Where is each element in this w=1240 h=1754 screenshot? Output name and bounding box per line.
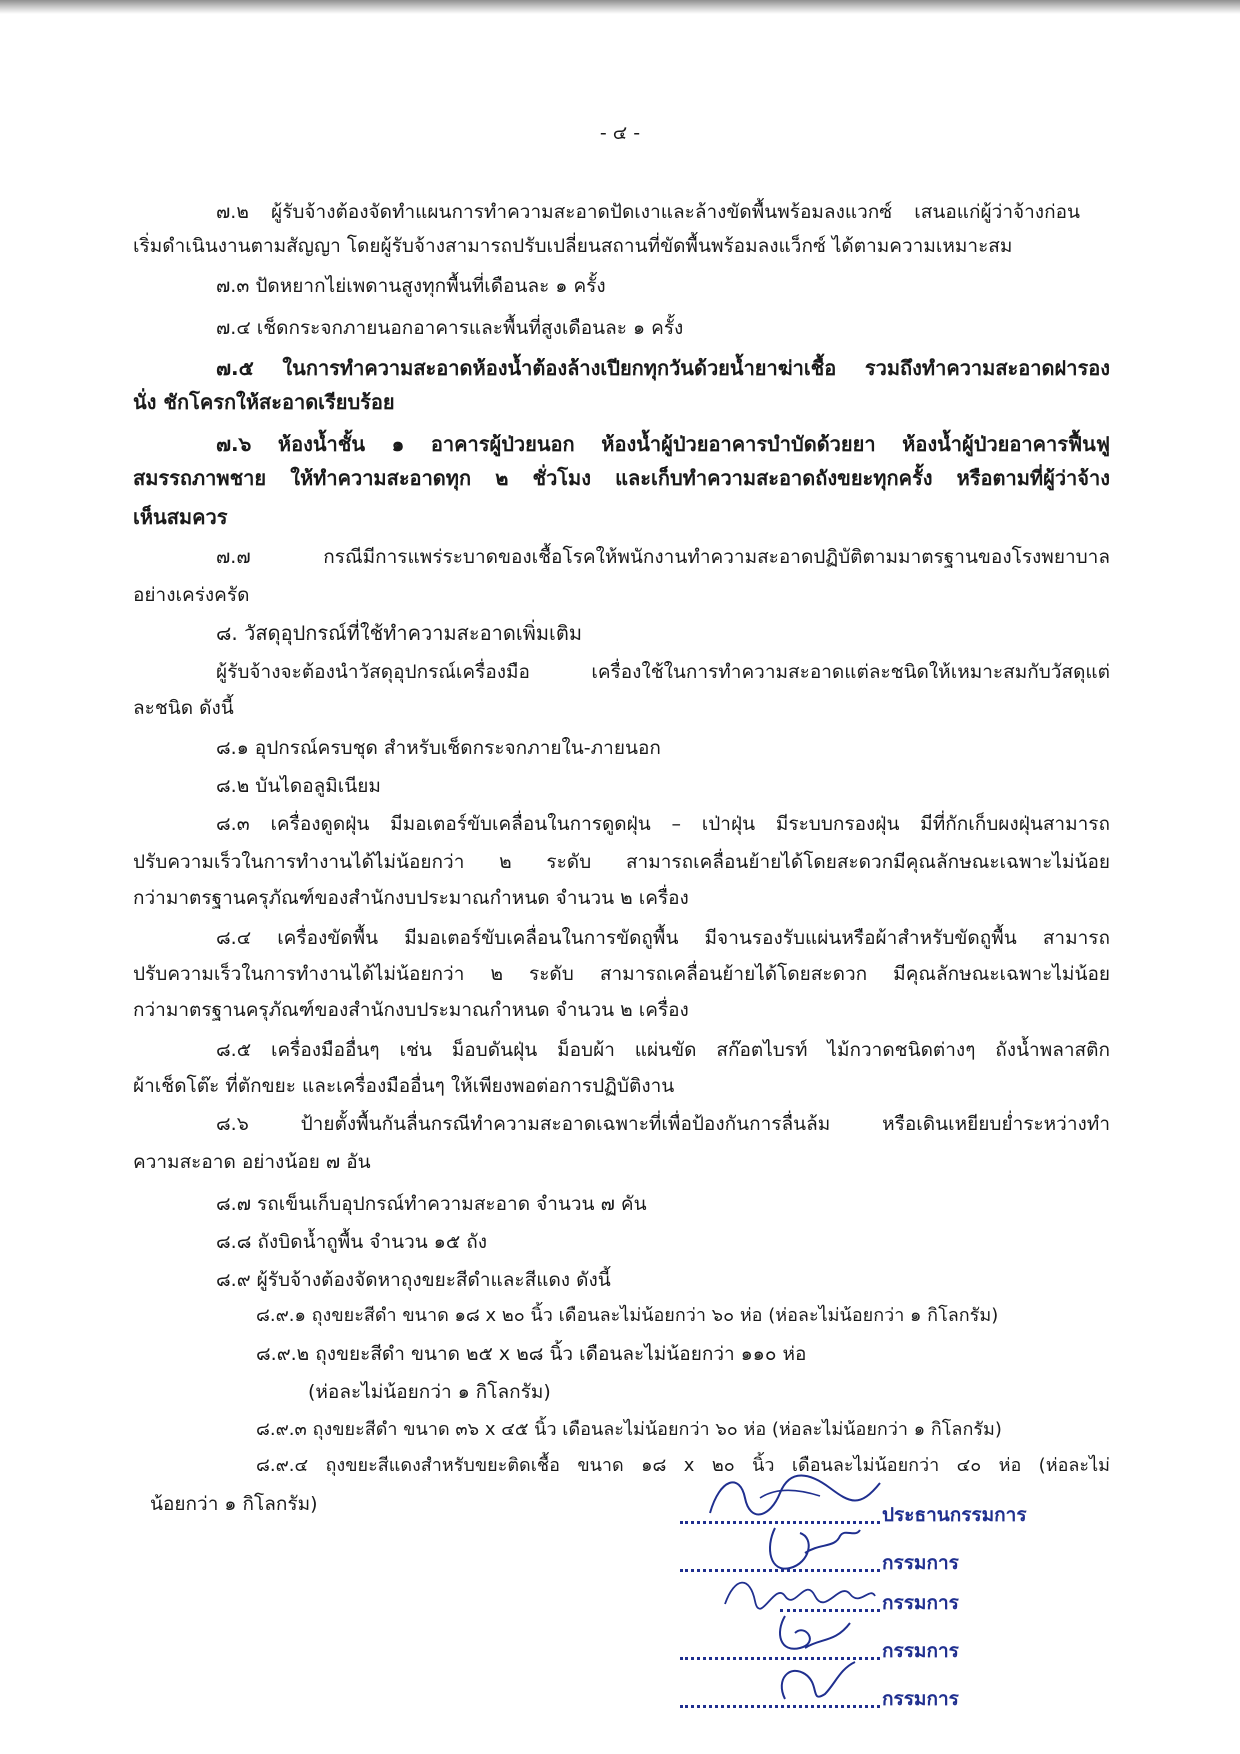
paragraph-8-1: ๘.๑ อุปกรณ์ครบชุด สำหรับเช็ดกระจกภายใน-ภายนอก xyxy=(216,737,661,759)
paragraph-8-2: ๘.๒ บันไดอลูมิเนียม xyxy=(216,775,381,797)
paragraph-8-3-line-2: ปรับความเร็วในการทำงานได้ไม่น้อยกว่า ๒ ระดับ สามารถเคลื่อนย้ายได้โดยสะดวกมีคุณลักษณะเฉพาะไม่น้อย xyxy=(133,851,1110,873)
paragraph-8-4-line-1: ๘.๔ เครื่องขัดพื้น มีมอเตอร์ขับเคลื่อนในการขัดถูพื้น มีจานรองรับแผ่นหรือผ้าสำหรับขัดถูพื้น สามารถ xyxy=(216,927,1110,949)
paragraph-8-9-4-line-2: น้อยกว่า ๑ กิโลกรัม) xyxy=(150,1493,318,1515)
paragraph-8-5-line-1: ๘.๕ เครื่องมืออื่นๆ เช่น ม็อบดันฝุ่น ม็อบผ้า แผ่นขัด สก๊อตไบรท์ ไม้กวาดชนิดต่างๆ ถังน้ำพลาสติก xyxy=(216,1039,1110,1061)
paragraph-8-4-line-2: ปรับความเร็วในการทำงานได้ไม่น้อยกว่า ๒ ระดับ สามารถเคลื่อนย้ายได้โดยสะดวก มีคุณลักษณะเฉพาะไม่น้อย xyxy=(133,963,1110,985)
scan-edge xyxy=(0,0,1240,14)
paragraph-8-3-line-1: ๘.๓ เครื่องดูดฝุ่น มีมอเตอร์ขับเคลื่อนในการดูดฝุ่น – เป่าฝุ่น มีระบบกรองฝุ่น มีที่กักเก็บผงฝุ่นสามารถ xyxy=(216,813,1110,835)
signature-row-member-2 xyxy=(670,1588,1070,1618)
signature-line xyxy=(680,1705,880,1708)
paragraph-8-intro-line-1: ผู้รับจ้างจะต้องนำวัสดุอุปกรณ์เครื่องมือ เครื่องใช้ในการทำความสะอาดแต่ละชนิดให้เหมาะสมกับวัสดุแต่ xyxy=(216,661,1110,683)
committee-signature-block xyxy=(670,1490,1070,1730)
paragraph-7-3: ๗.๓ ปัดหยากไย่เพดานสูงทุกพื้นที่เดือนละ ๑ ครั้ง xyxy=(216,275,606,297)
paragraph-7-6-line-1: ๗.๖ ห้องน้ำชั้น ๑ อาคารผู้ป่วยนอก ห้องน้ำผู้ป่วยอาคารบำบัดด้วยยา ห้องน้ำผู้ป่วยอาคารฟื้นฟู xyxy=(216,432,1110,456)
paragraph-7-5-line-2: นั่ง ชักโครกให้สะอาดเรียบร้อย xyxy=(133,390,395,414)
paragraph-8-9-4-line-1: ๘.๙.๔ ถุงขยะสีแดงสำหรับขยะติดเชื้อ ขนาด ๑๘ x ๒๐ นิ้ว เดือนละไม่น้อยกว่า ๔๐ ห่อ (ห่อละไม่ xyxy=(256,1455,1110,1476)
paragraph-7-6-line-2: สมรรถภาพชาย ให้ทำความสะอาดทุก ๒ ชั่วโมง และเก็บทำความสะอาดถังขยะทุกครั้ง หรือตามที่ผู้ว่าจ้าง xyxy=(133,466,1110,490)
signature-row-chair xyxy=(670,1500,1070,1530)
paragraph-7-2-line-1: ๗.๒ ผู้รับจ้างต้องจัดทำแผนการทำความสะอาดปัดเงาและล้างขัดพื้นพร้อมลงแวกซ์ เสนอแก่ผู้ว่าจ้างก่อน xyxy=(216,201,1080,223)
paragraph-8-9-2-line-1: ๘.๙.๒ ถุงขยะสีดำ ขนาด ๒๕ x ๒๘ นิ้ว เดือนละไม่น้อยกว่า ๑๑๐ ห่อ xyxy=(256,1343,807,1365)
paragraph-8-6-line-2: ความสะอาด อย่างน้อย ๗ อัน xyxy=(133,1151,371,1173)
signature-title: กรรมการ xyxy=(882,1592,959,1614)
paragraph-7-7-line-1: ๗.๗ กรณีมีการแพร่ระบาดของเชื้อโรคให้พนักงานทำความสะอาดปฏิบัติตามมาตรฐานของโรงพยาบาล xyxy=(216,546,1110,568)
paragraph-8-4-line-3: กว่ามาตรฐานครุภัณฑ์ของสำนักงบประมาณกำหนด จำนวน ๒ เครื่อง xyxy=(133,999,689,1021)
page-number: - ๔ - xyxy=(599,122,641,144)
paragraph-8-intro-line-2: ละชนิด ดังนี้ xyxy=(133,697,234,719)
signature-row-member-3 xyxy=(670,1636,1070,1666)
signature-title: กรรมการ xyxy=(882,1688,959,1710)
paragraph-7-5-line-1: ๗.๕ ในการทำความสะอาดห้องน้ำต้องล้างเปียกทุกวันด้วยน้ำยาฆ่าเชื้อ รวมถึงทำความสะอาดฝารอง xyxy=(216,356,1110,380)
paragraph-8-6-line-1: ๘.๖ ป้ายตั้งพื้นกันลื่นกรณีทำความสะอาดเฉพาะที่เพื่อป้องกันการลื่นล้ม หรือเดินเหยียบย่ำระหว่างทำ xyxy=(216,1113,1110,1135)
paragraph-8-8: ๘.๘ ถังบิดน้ำถูพื้น จำนวน ๑๕ ถัง xyxy=(216,1231,488,1253)
paragraph-8-9-3: ๘.๙.๓ ถุงขยะสีดำ ขนาด ๓๖ x ๔๕ นิ้ว เดือนละไม่น้อยกว่า ๖๐ ห่อ (ห่อละไม่น้อยกว่า ๑ กิโลกรัม) xyxy=(256,1419,1002,1440)
paragraph-7-7-line-2: อย่างเคร่งครัด xyxy=(133,584,250,606)
signature-title: กรรมการ xyxy=(882,1552,959,1574)
handwritten-signature xyxy=(770,1654,860,1710)
signature-title: ประธานกรรมการ xyxy=(882,1504,1027,1526)
handwritten-signature xyxy=(720,1566,880,1614)
paragraph-8-3-line-3: กว่ามาตรฐานครุภัณฑ์ของสำนักงบประมาณกำหนด จำนวน ๒ เครื่อง xyxy=(133,887,689,909)
paragraph-8-7: ๘.๗ รถเข็นเก็บอุปกรณ์ทำความสะอาด จำนวน ๗ คัน xyxy=(216,1193,647,1215)
paragraph-7-4: ๗.๔ เช็ดกระจกภายนอกอาคารและพื้นที่สูงเดือนละ ๑ ครั้ง xyxy=(216,317,684,339)
paragraph-7-2-line-2: เริ่มดำเนินงานตามสัญญา โดยผู้รับจ้างสามารถปรับเปลี่ยนสถานที่ขัดพื้นพร้อมลงแว็กซ์ ได้ตามความเหมาะสม xyxy=(133,235,1013,257)
paragraph-8-9-2-line-2: (ห่อละไม่น้อยกว่า ๑ กิโลกรัม) xyxy=(308,1381,551,1403)
signature-row-member-4 xyxy=(670,1684,1070,1714)
paragraph-8-9: ๘.๙ ผู้รับจ้างต้องจัดหาถุงขยะสีดำและสีแดง ดังนี้ xyxy=(216,1269,611,1291)
paragraph-8-5-line-2: ผ้าเช็ดโต๊ะ ที่ตักขยะ และเครื่องมืออื่นๆ ให้เพียงพอต่อการปฏิบัติงาน xyxy=(133,1075,675,1097)
paragraph-7-6-line-3: เห็นสมควร xyxy=(133,505,228,529)
section-8-heading: ๘. วัสดุอุปกรณ์ที่ใช้ทำความสะอาดเพิ่มเติม xyxy=(216,621,583,645)
signature-title: กรรมการ xyxy=(882,1640,959,1662)
paragraph-8-9-1: ๘.๙.๑ ถุงขยะสีดำ ขนาด ๑๘ x ๒๐ นิ้ว เดือนละไม่น้อยกว่า ๖๐ ห่อ (ห่อละไม่น้อยกว่า ๑ กิโลกรัม) xyxy=(256,1305,999,1326)
